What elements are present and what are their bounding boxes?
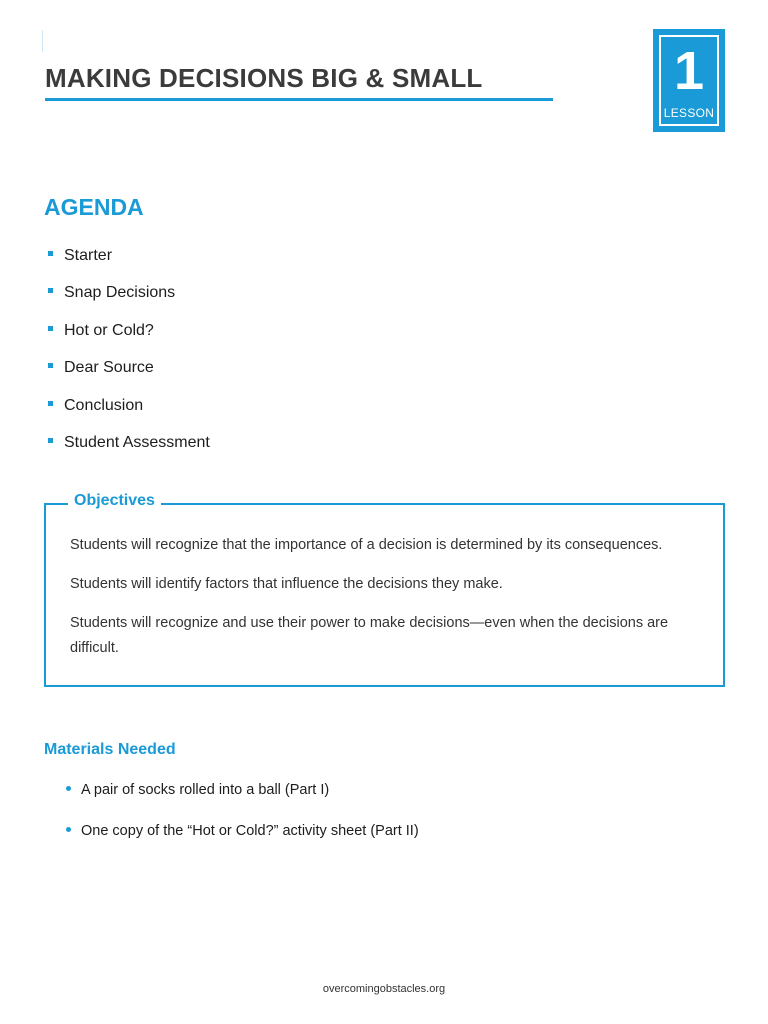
objective-item: Students will identify factors that influence the decisions they make. (70, 576, 503, 592)
agenda-item-label: Starter (64, 247, 113, 264)
lesson-badge-frame (659, 35, 719, 126)
square-bullet-icon (48, 438, 53, 443)
square-bullet-icon (48, 363, 53, 368)
materials-list (66, 779, 419, 861)
footer-url[interactable]: overcomingobstacles.org (322, 983, 446, 995)
agenda-item-label: Hot or Cold? (64, 321, 154, 339)
material-item (66, 779, 419, 820)
objectives-title: Objectives (68, 490, 161, 512)
square-bullet-icon (48, 326, 53, 331)
edge-mark (42, 30, 43, 52)
material-item-label: One copy of the “Hot or Cold?” activity sheet (Part II) (81, 823, 419, 839)
agenda-item (48, 319, 210, 356)
lesson-label: LESSON (663, 106, 715, 120)
agenda-item (48, 244, 210, 281)
square-bullet-icon (48, 288, 53, 293)
objective-item: Students will recognize that the importance of a decision is determined by its consequences. (70, 537, 663, 553)
material-item-label: A pair of socks rolled into a ball (Part I) (81, 782, 330, 798)
agenda-list (48, 244, 210, 468)
title-underline (45, 98, 553, 101)
square-bullet-icon (48, 401, 53, 406)
agenda-item (48, 356, 210, 393)
agenda-item (48, 394, 210, 431)
agenda-item (48, 431, 210, 468)
round-bullet-icon (66, 827, 71, 832)
square-bullet-icon (48, 251, 53, 256)
round-bullet-icon (66, 786, 71, 791)
agenda-item-label: Snap Decisions (64, 284, 176, 302)
objective-item: Students will recognize and use their power to make decisions—even when the decisions are difficult. (70, 615, 669, 656)
materials-heading: Materials Needed (44, 741, 176, 758)
lesson-badge (653, 29, 725, 132)
agenda-item-label: Dear Source (64, 359, 154, 377)
lesson-number: 1 (673, 41, 705, 101)
agenda-item (48, 281, 210, 318)
material-item (66, 820, 419, 861)
page-title: MAKING DECISIONS BIG & SMALL (45, 63, 483, 93)
objectives-list (70, 533, 700, 675)
agenda-item-label: Conclusion (64, 396, 144, 414)
agenda-heading: AGENDA (44, 194, 144, 220)
agenda-item-label: Student Assessment (64, 433, 210, 451)
